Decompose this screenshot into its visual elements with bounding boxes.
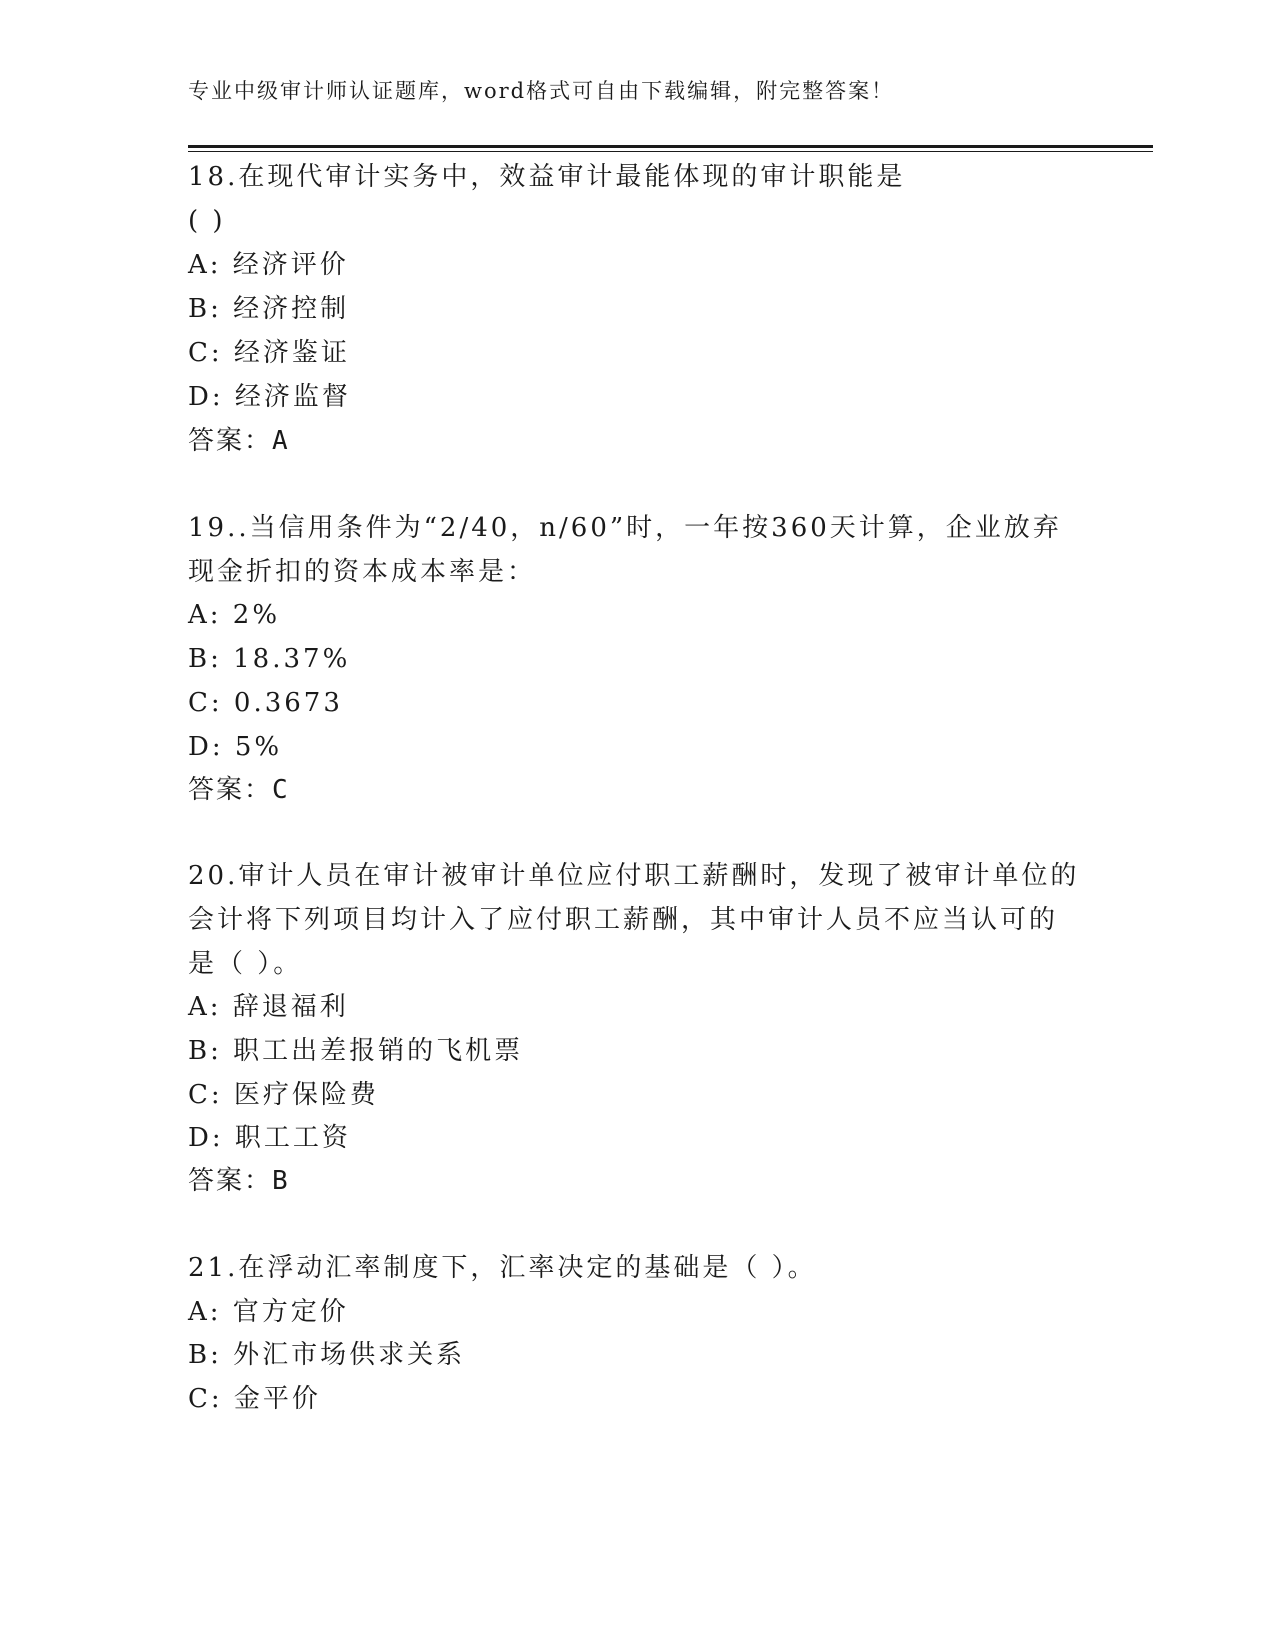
question-20-option-d: D: 职工工资 [188,1123,351,1153]
question-19-option-b: B: 18.37% [188,644,351,674]
question-19-stem-line-1: 19..当信用条件为“2/40，n/60”时，一年按360天计算，企业放弃 [188,513,1062,543]
answer-label: 答案： [188,1166,273,1196]
question-20-stem-line-1: 20.审计人员在审计被审计单位应付职工薪酬时，发现了被审计单位的 [188,861,1080,891]
header-divider-thick [188,145,1153,148]
question-20-option-a: A: 辞退福利 [188,992,349,1022]
question-19-option-d: D: 5% [188,732,283,762]
answer-label: 答案： [188,775,273,805]
question-18-option-c: C: 经济鉴证 [188,338,350,368]
answer-value: C [272,775,290,805]
question-18-stem-line-1: 18.在现代审计实务中，效益审计最能体现的审计职能是 [188,162,906,192]
question-21-option-b: B: 外汇市场供求关系 [188,1340,466,1370]
question-19-option-a: A: 2% [188,600,281,630]
header-divider-thin [188,151,1153,152]
question-18-option-d: D: 经济监督 [188,382,351,412]
question-19-option-c: C: 0.3673 [188,688,343,718]
page-header: 专业中级审计师认证题库，word格式可自由下载编辑，附完整答案！ [188,79,895,103]
question-18-option-a: A: 经济评价 [188,250,349,280]
answer-value: A [272,426,290,456]
question-20-option-b: B: 职工出差报销的飞机票 [188,1036,524,1066]
question-21-option-c: C: 金平价 [188,1384,321,1414]
answer-label: 答案： [188,426,273,456]
question-20-stem-line-2: 会计将下列项目均计入了应付职工薪酬，其中审计人员不应当认可的 [188,905,1059,935]
question-20-answer [188,1164,290,1198]
question-18-option-b: B: 经济控制 [188,294,350,324]
answer-value: B [272,1166,290,1196]
question-19-answer [188,773,290,807]
question-19-stem-line-2: 现金折扣的资本成本率是： [188,557,537,587]
question-20-option-c: C: 医疗保险费 [188,1080,379,1110]
question-20-stem-line-3: 是（ ）。 [188,949,303,979]
question-18-answer [188,424,290,458]
question-18-stem-line-2: ( ) [188,206,226,236]
question-21-stem-line-1: 21.在浮动汇率制度下，汇率决定的基础是（ ）。 [188,1253,817,1283]
question-21-option-a: A: 官方定价 [188,1297,349,1327]
